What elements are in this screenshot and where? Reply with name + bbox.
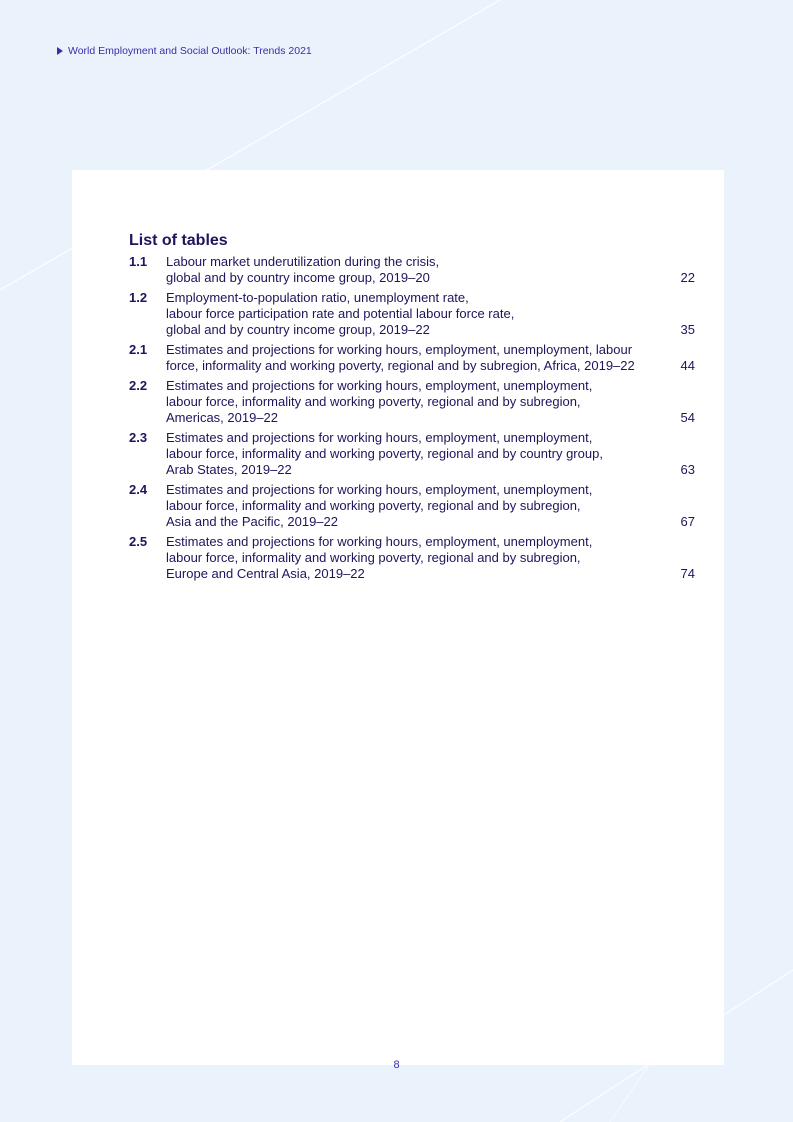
toc-entry-page: 44 bbox=[680, 358, 695, 373]
toc-entry[interactable] bbox=[129, 254, 695, 286]
content-panel bbox=[72, 170, 724, 1065]
toc-entry-title: Estimates and projections for working hours, employment, unemployment, labour force, informality and working poverty, regional and by country group, Arab States, 2019–22 bbox=[166, 430, 603, 477]
toc-entry-page: 74 bbox=[680, 566, 695, 581]
toc-entry-title: Labour market underutilization during the crisis, global and by country income group, 2019–20 bbox=[166, 254, 440, 285]
running-header bbox=[57, 45, 312, 57]
toc-entry-title: Estimates and projections for working hours, employment, unemployment, labour force, informality and working poverty, regional and by subregion, Africa, 2019–22 bbox=[166, 342, 635, 373]
toc-entry[interactable] bbox=[129, 430, 695, 478]
toc-entry-title: Estimates and projections for working hours, employment, unemployment, labour force, informality and working poverty, regional and by subregion, Asia and the Pacific, 2019–22 bbox=[166, 482, 593, 529]
running-header-title: World Employment and Social Outlook: Trends 2021 bbox=[68, 45, 312, 57]
toc-entry[interactable] bbox=[129, 342, 695, 374]
toc-entry-page: 54 bbox=[680, 410, 695, 425]
toc-entry-number: 2.5 bbox=[129, 534, 148, 549]
toc-entry[interactable] bbox=[129, 290, 695, 338]
toc-entry-page: 35 bbox=[680, 322, 695, 337]
toc-entry-number: 2.3 bbox=[129, 430, 148, 445]
toc-entry-page: 63 bbox=[680, 462, 695, 477]
toc-entry-page: 22 bbox=[680, 270, 695, 285]
table-list bbox=[129, 254, 695, 586]
toc-entry-page: 67 bbox=[680, 514, 695, 529]
toc-entry-title: Estimates and projections for working hours, employment, unemployment, labour force, informality and working poverty, regional and by subregion, Americas, 2019–22 bbox=[166, 378, 593, 425]
page-number: 8 bbox=[393, 1059, 400, 1071]
toc-entry[interactable] bbox=[129, 482, 695, 530]
toc-entry-number: 2.1 bbox=[129, 342, 148, 357]
triangle-bullet-icon bbox=[57, 47, 63, 55]
toc-entry[interactable] bbox=[129, 534, 695, 582]
toc-entry-number: 1.2 bbox=[129, 290, 148, 305]
toc-entry[interactable] bbox=[129, 378, 695, 426]
toc-entry-number: 1.1 bbox=[129, 254, 148, 269]
toc-entry-number: 2.2 bbox=[129, 378, 148, 393]
toc-entry-title: Estimates and projections for working hours, employment, unemployment, labour force, informality and working poverty, regional and by subregion, Europe and Central Asia, 2019–22 bbox=[166, 534, 593, 581]
section-title: List of tables bbox=[129, 232, 228, 249]
toc-entry-title: Employment-to-population ratio, unemployment rate, labour force participation rate and potential labour force rate, global and by country income group, 2019–22 bbox=[166, 290, 515, 337]
toc-entry-number: 2.4 bbox=[129, 482, 148, 497]
